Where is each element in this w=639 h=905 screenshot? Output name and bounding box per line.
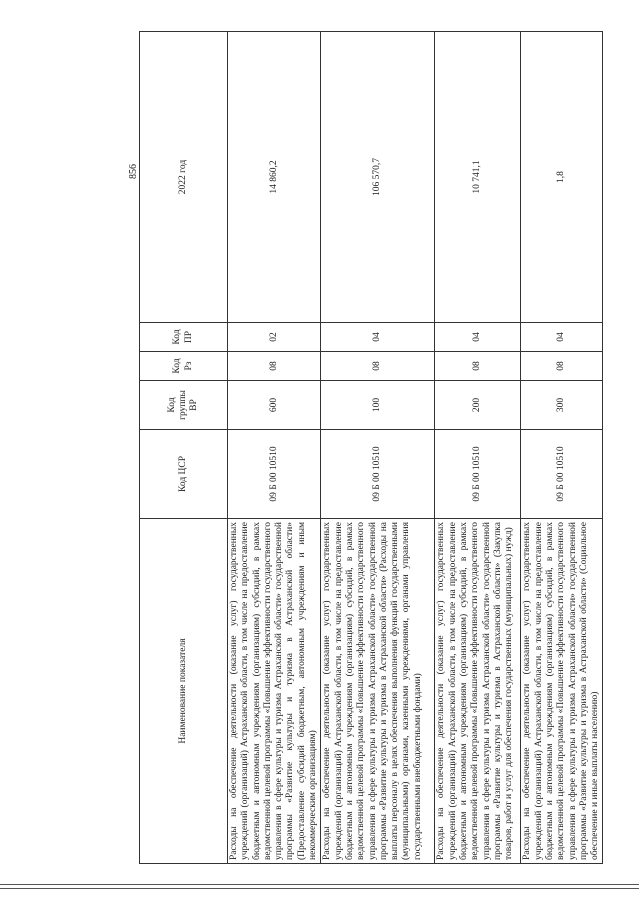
budget-table-rotated xyxy=(139,32,601,864)
scan-edge-line xyxy=(0,888,639,889)
row-pr: 04 xyxy=(435,323,521,352)
row-vr: 300 xyxy=(521,381,603,430)
row-csr: 09 Б 00 10510 xyxy=(228,430,321,519)
row-value: 1,8 xyxy=(521,32,603,323)
row-pr: 02 xyxy=(228,323,321,352)
row-rz: 08 xyxy=(435,352,521,381)
page-number xyxy=(127,163,139,179)
header-vr: Код группы ВР xyxy=(140,381,228,430)
header-year: 2022 год xyxy=(140,32,228,323)
row-value: 106 570,7 xyxy=(321,32,435,323)
budget-table xyxy=(139,31,603,864)
row-csr: 09 Б 00 10510 xyxy=(435,430,521,519)
scan-edge-line xyxy=(0,884,639,885)
header-rz: Код Рз xyxy=(140,352,228,381)
table-row xyxy=(521,32,603,864)
row-value: 14 860,2 xyxy=(228,32,321,323)
row-pr: 04 xyxy=(521,323,603,352)
row-csr: 09 Б 00 10510 xyxy=(321,430,435,519)
row-pr: 04 xyxy=(321,323,435,352)
table-header-row xyxy=(140,32,228,864)
row-name: Расходы на обеспечение деятельности (оказание услуг) государственных учреждений (организаций) Астраханской области, в том числе на предоставление бюджетным и автономным учреждениям (организациям) субсидий, в рамках ведомственной целевой программы «Повышение эффективности государственного управления в сфере культуры и туризма Астраханской области» государственной программы «Развитие культуры и туризма в Астраханской области» (Закупка товаров, работ и услуг для обеспечения государственных (муниципальных) нужд) xyxy=(435,519,521,864)
row-csr: 09 Б 00 10510 xyxy=(521,430,603,519)
row-vr: 200 xyxy=(435,381,521,430)
table-row xyxy=(435,32,521,864)
row-vr: 600 xyxy=(228,381,321,430)
header-pr: Код ПР xyxy=(140,323,228,352)
row-name: Расходы на обеспечение деятельности (оказание услуг) государственных учреждений (организаций) Астраханской области, в том числе на предоставление бюджетным и автономным учреждениям (организациям) субсидий, в рамках ведомственной целевой программы «Повышение эффективности государственного управления в сфере культуры и туризма Астраханской области» государственной программы «Развитие культуры и туризма в Астраханской области» (Социальное обеспечение и иные выплаты населению) xyxy=(521,519,603,864)
row-rz: 08 xyxy=(321,352,435,381)
header-name: Наименование показателя xyxy=(140,519,228,864)
header-csr: Код ЦСР xyxy=(140,430,228,519)
row-rz: 08 xyxy=(521,352,603,381)
row-value: 10 741,1 xyxy=(435,32,521,323)
row-name: Расходы на обеспечение деятельности (оказание услуг) государственных учреждений (организаций) Астраханской области, в том числе на предоставление бюджетным и автономным учреждениям (организациям) субсидий, в рамках ведомственной целевой программы «Повышение эффективности государственного управления в сфере культуры и туризма Астраханской области» государственной программы «Развитие культуры и туризма в Астраханской области» (Предоставление субсидий бюджетным, автономным учреждениям и иным некоммерческим организациям) xyxy=(228,519,321,864)
row-vr: 100 xyxy=(321,381,435,430)
row-rz: 08 xyxy=(228,352,321,381)
table-row xyxy=(321,32,435,864)
page-number-text: 856 xyxy=(127,163,139,179)
row-name: Расходы на обеспечение деятельности (оказание услуг) государственных учреждений (организаций) Астраханской области, в том числе на предоставление бюджетным и автономным учреждениям (организациям) субсидий, в рамках ведомственной целевой программы «Повышение эффективности государственного управления в сфере культуры и туризма Астраханской области» государственной программы «Развитие культуры и туризма в Астраханской области» (Расходы на выплаты персоналу в целях обеспечения выполнения функций государственными (муниципальными) органами, казенными учреждениями, органами управления государственными внебюджетными фондами) xyxy=(321,519,435,864)
table-row xyxy=(228,32,321,864)
